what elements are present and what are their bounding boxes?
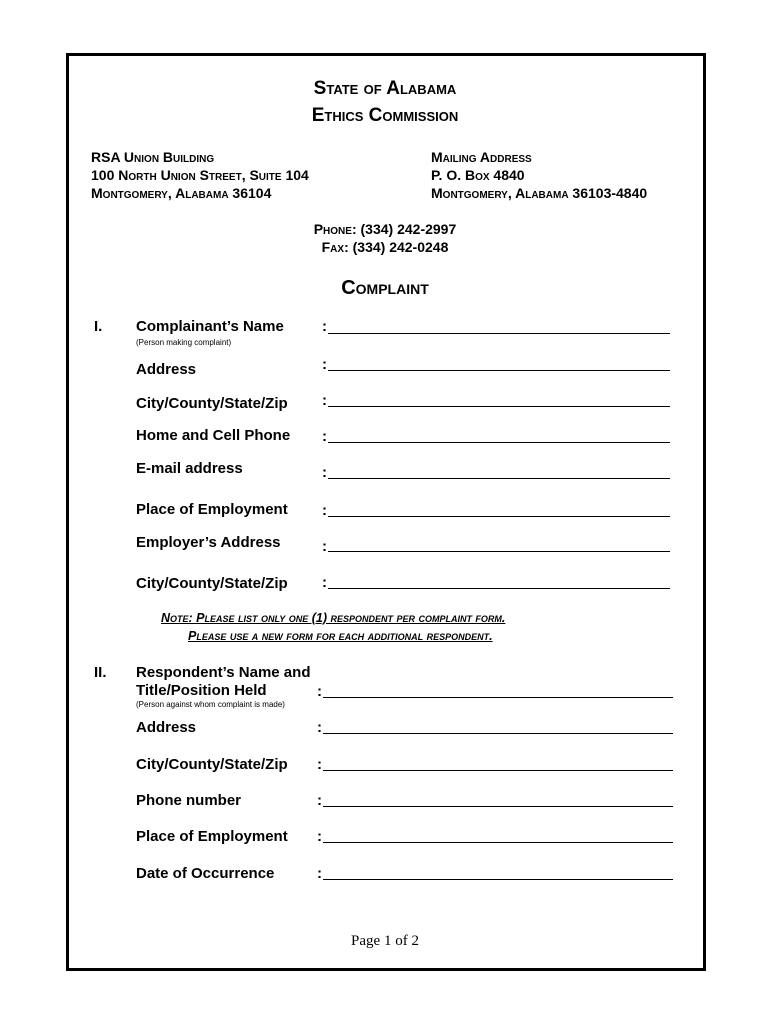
complainant-name-sublabel: (Person making complaint) — [136, 338, 232, 347]
phone-value: (334) 242-2997 — [356, 221, 457, 237]
respondent-phone-label: Phone number — [136, 792, 242, 809]
section-1-numeral: I. — [94, 318, 103, 335]
employer-city-field[interactable] — [328, 588, 670, 589]
field-colon: : — [317, 792, 322, 809]
complainant-city-label: City/County/State/Zip — [136, 395, 288, 412]
respondent-phone-field[interactable] — [323, 806, 673, 807]
mailing-address-po-box: P. O. Box 4840 — [431, 167, 525, 183]
physical-address-line3: Montgomery, Alabama 36104 — [91, 185, 272, 201]
complainant-phone-field[interactable] — [328, 442, 670, 443]
field-colon: : — [322, 428, 327, 445]
note-line1: Note: Please list only one (1) respondent per complaint form. — [161, 611, 506, 625]
header-commission: Ethics Commission — [311, 105, 459, 126]
respondent-address-label: Address — [136, 719, 197, 736]
fax-label: Fax: — [321, 239, 349, 255]
field-colon: : — [322, 574, 327, 591]
field-colon: : — [317, 828, 322, 845]
respondent-title-label: Title/Position Held — [136, 682, 267, 699]
complainant-email-label: E-mail address — [136, 460, 243, 477]
physical-address-line1: RSA Union Building — [91, 149, 215, 165]
fax-value: (334) 242-0248 — [348, 239, 449, 255]
field-colon: : — [322, 538, 327, 555]
physical-address-line2: 100 North Union Street, Suite 104 — [91, 167, 309, 183]
form-title: Complaint — [341, 277, 429, 299]
date-of-occurrence-field[interactable] — [323, 879, 673, 880]
fax-line — [0, 239, 770, 255]
field-colon: : — [322, 356, 327, 373]
field-colon: : — [317, 756, 322, 773]
respondent-address-field[interactable] — [323, 733, 673, 734]
page-number: Page 1 of 2 — [351, 933, 419, 949]
complainant-employment-field[interactable] — [328, 516, 670, 517]
field-colon: : — [317, 865, 322, 882]
phone-label: Phone: — [313, 221, 357, 237]
respondent-name-sublabel: (Person against whom complaint is made) — [136, 700, 285, 709]
complainant-phone-label: Home and Cell Phone — [136, 427, 291, 444]
field-colon: : — [317, 719, 322, 736]
field-colon: : — [322, 464, 327, 481]
complainant-name-field[interactable] — [328, 333, 670, 334]
employer-address-label: Employer’s Address — [136, 534, 281, 551]
note-line2: Please use a new form for each additional respondent. — [188, 629, 493, 643]
complainant-address-label: Address — [136, 361, 197, 378]
section-2-numeral: II. — [94, 664, 107, 681]
employer-address-field[interactable] — [328, 551, 670, 552]
mailing-address-city: Montgomery, Alabama 36103-4840 — [431, 185, 648, 201]
respondent-name-label: Respondent’s Name and — [136, 664, 311, 681]
field-colon: : — [322, 318, 327, 335]
complainant-address-field[interactable] — [328, 370, 670, 371]
complainant-email-field[interactable] — [328, 478, 670, 479]
phone-line — [0, 221, 770, 237]
field-colon: : — [317, 683, 322, 700]
respondent-employment-field[interactable] — [323, 842, 673, 843]
date-of-occurrence-label: Date of Occurrence — [136, 865, 275, 882]
complainant-city-field[interactable] — [328, 406, 670, 407]
mailing-address-label: Mailing Address — [431, 149, 532, 165]
field-colon: : — [322, 502, 327, 519]
respondent-city-label: City/County/State/Zip — [136, 756, 288, 773]
complainant-name-label: Complainant’s Name — [136, 318, 284, 335]
respondent-employment-label: Place of Employment — [136, 828, 288, 845]
header-state: State of Alabama — [313, 78, 457, 99]
complainant-employment-label: Place of Employment — [136, 501, 288, 518]
field-colon: : — [322, 392, 327, 409]
respondent-city-field[interactable] — [323, 770, 673, 771]
employer-city-label: City/County/State/Zip — [136, 575, 288, 592]
respondent-name-field[interactable] — [323, 697, 673, 698]
